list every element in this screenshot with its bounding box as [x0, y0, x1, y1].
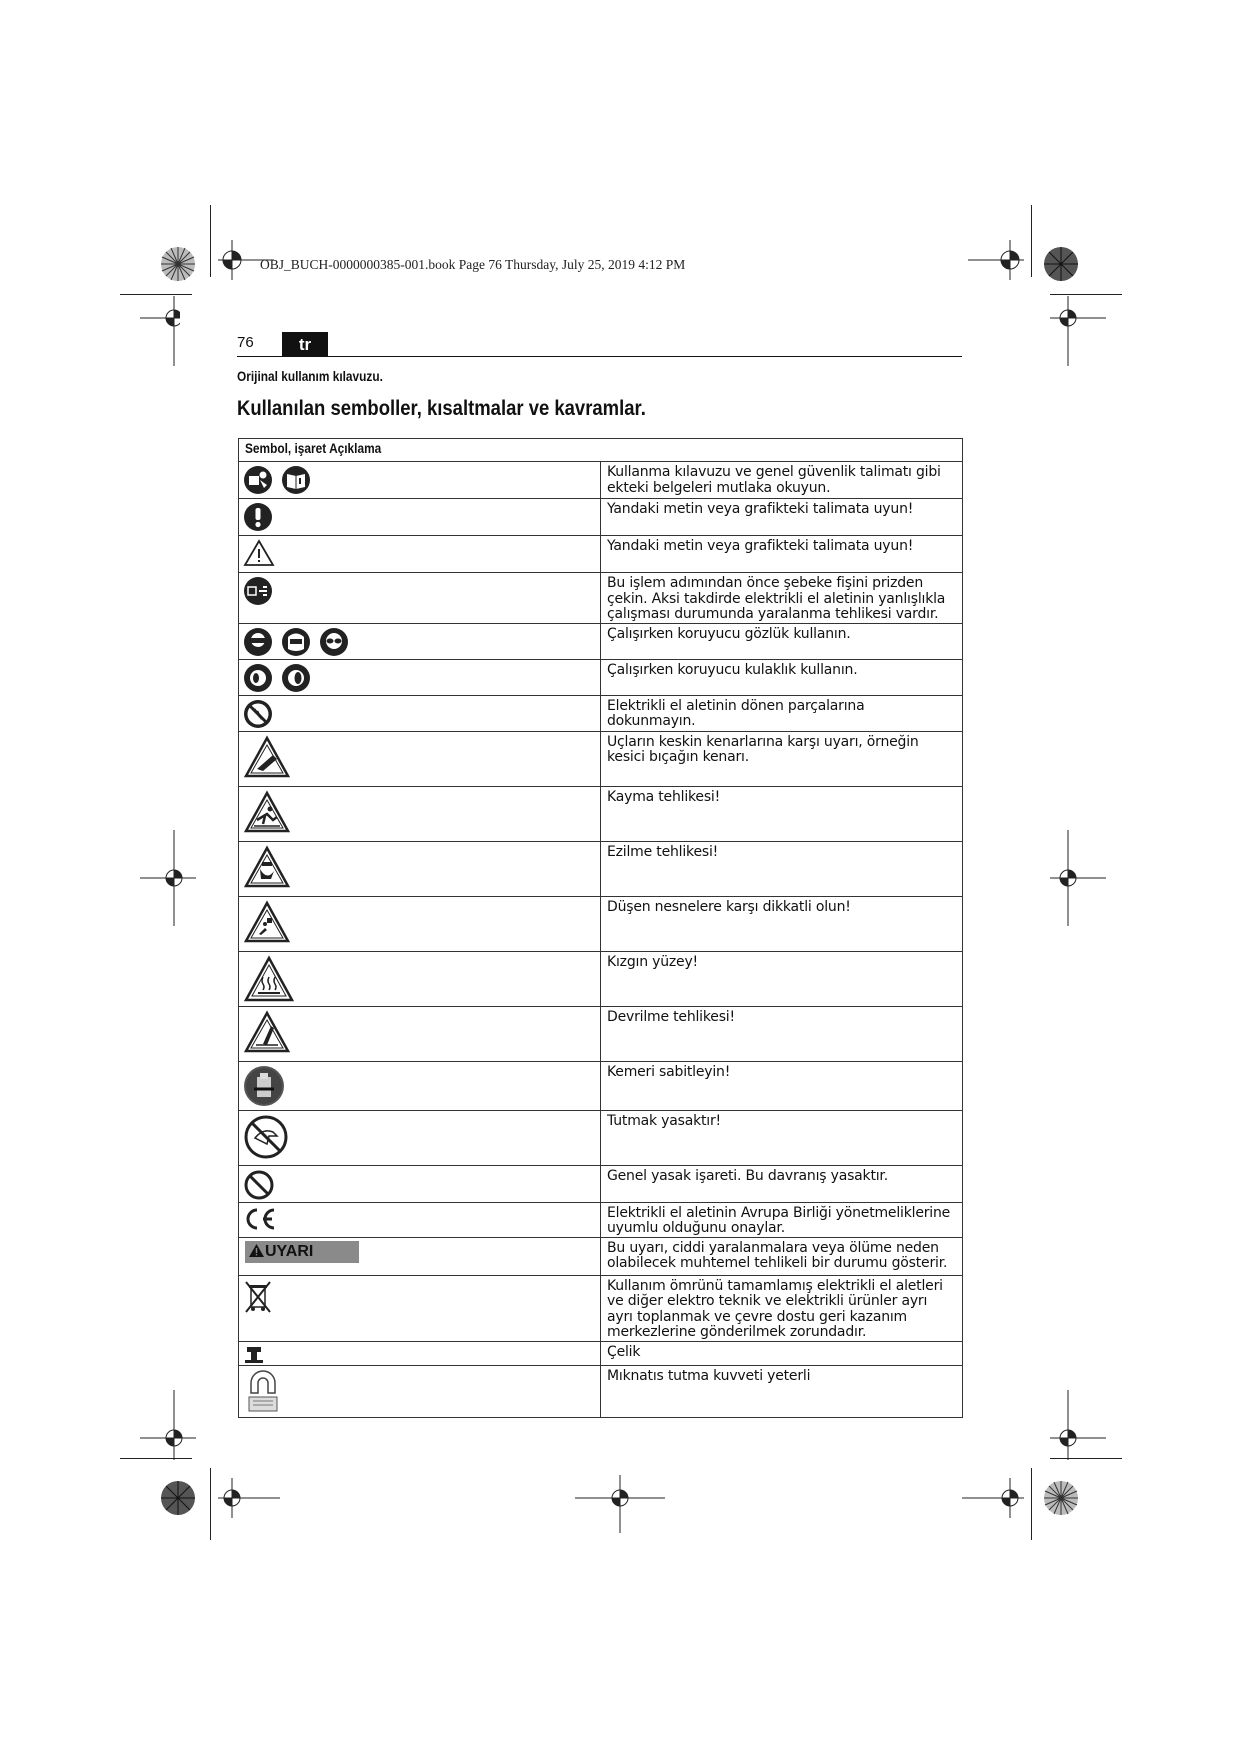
- row-description: Bu işlem adımından önce şebeke fişini prizden çekin. Aksi takdirde elektrikli el aletinin yanlışlıkla çalışması durumunda yaralanma tehlikesi vardır.: [601, 573, 963, 624]
- table-row: [239, 695, 963, 731]
- page-number: 76: [237, 334, 254, 351]
- hot-surface-warning-icon: [243, 955, 295, 1003]
- header-rule: [237, 356, 962, 357]
- print-slug: OBJ_BUCH-0000000385-001.book Page 76 Thursday, July 25, 2019 4:12 PM: [260, 257, 686, 272]
- table-row: [239, 951, 963, 1006]
- color-starburst-mark: [1043, 1480, 1079, 1516]
- row-description: Elektrikli el aletinin dönen parçalarına dokunmayın.: [601, 695, 963, 731]
- warning-triangle-icon: [243, 539, 275, 567]
- row-description: Kemeri sabitleyin!: [601, 1061, 963, 1110]
- color-starburst-mark: [160, 1480, 196, 1516]
- registration-mark: [1050, 1390, 1106, 1460]
- falling-objects-warning-icon: [243, 900, 291, 944]
- warning-triangle-icon: [248, 1243, 265, 1258]
- table-row: [239, 1006, 963, 1061]
- registration-mark: [140, 296, 180, 366]
- registration-mark: [575, 1475, 665, 1535]
- registration-mark: [218, 1478, 280, 1538]
- table-row: [239, 623, 963, 659]
- table-header-row: [239, 439, 963, 462]
- table-row: [239, 786, 963, 841]
- uyari-label-text: UYARI: [265, 1242, 314, 1260]
- weee-bin-icon: [243, 1279, 273, 1315]
- table-row: [239, 896, 963, 951]
- row-description: Elektrikli el aletinin Avrupa Birliği yönetmeliklerine uyumlu olduğunu onaylar.: [601, 1202, 963, 1237]
- row-description: Bu uyarı, ciddi yaralanmalara veya ölüme neden olabilecek muhtemel tehlikeli bir durumu gösterir.: [601, 1237, 963, 1275]
- ear-protection-icon: [243, 663, 273, 693]
- table-row: [239, 841, 963, 896]
- fasten-belt-icon: [243, 1065, 285, 1107]
- table-row: [239, 1110, 963, 1165]
- section-title: Kullanılan semboller, kısaltmalar ve kavramlar.: [237, 397, 646, 420]
- slip-warning-icon: [243, 790, 291, 834]
- language-tab: tr: [282, 332, 328, 357]
- table-row: [239, 731, 963, 786]
- no-touch-rotating-icon: [243, 699, 273, 729]
- symbol-table: [238, 438, 963, 1418]
- table-row: [239, 536, 963, 573]
- registration-mark: [968, 240, 1024, 280]
- row-description: Kayma tehlikesi!: [601, 786, 963, 841]
- table-row: [239, 659, 963, 695]
- row-description: Uçların keskin kenarlarına karşı uyarı, örneğin kesici bıçağın kenarı.: [601, 731, 963, 786]
- ear-muffs-icon: [281, 663, 311, 693]
- safety-goggles-icon: [243, 627, 273, 657]
- registration-mark: [1050, 830, 1106, 926]
- document-subtitle: Orijinal kullanım kılavuzu.: [237, 369, 383, 384]
- color-starburst-mark: [160, 246, 196, 282]
- table-row: [239, 1061, 963, 1110]
- crush-warning-icon: [243, 845, 291, 889]
- goggles-icon: [319, 627, 349, 657]
- row-description: Devrilme tehlikesi!: [601, 1006, 963, 1061]
- prohibition-icon: [243, 1169, 275, 1201]
- table-row: [239, 1202, 963, 1237]
- table-row: [239, 462, 963, 499]
- row-description: Düşen nesnelere karşı dikkatli olun!: [601, 896, 963, 951]
- tipping-warning-icon: [243, 1010, 291, 1054]
- table-row: [239, 573, 963, 624]
- read-manual-icon: [243, 465, 273, 495]
- no-holding-icon: [243, 1114, 289, 1160]
- row-description: Çalışırken koruyucu gözlük kullanın.: [601, 623, 963, 659]
- row-description: Ezilme tehlikesi!: [601, 841, 963, 896]
- registration-mark: [140, 1390, 196, 1460]
- row-description: Yandaki metin veya grafikteki talimata uyun!: [601, 499, 963, 536]
- table-row: [239, 499, 963, 536]
- table-row: [239, 1365, 963, 1417]
- row-description: Kullanma kılavuzu ve genel güvenlik talimatı gibi ekteki belgeleri mutlaka okuyun.: [601, 462, 963, 499]
- row-description: Genel yasak işareti. Bu davranış yasaktır.: [601, 1165, 963, 1202]
- row-description: Çelik: [601, 1341, 963, 1365]
- row-description: Kızgın yüzey!: [601, 951, 963, 1006]
- table-row: [239, 1275, 963, 1341]
- ce-mark-icon: [243, 1206, 279, 1232]
- registration-mark: [140, 830, 196, 926]
- table-row: [239, 1165, 963, 1202]
- color-starburst-mark: [1043, 246, 1079, 282]
- row-description: Çalışırken koruyucu kulaklık kullanın.: [601, 659, 963, 695]
- table-header: Sembol, işaret Açıklama: [245, 441, 382, 456]
- book-info-icon: [281, 465, 311, 495]
- uyari-label: [245, 1241, 359, 1263]
- registration-mark: [962, 1478, 1024, 1538]
- row-description: Yandaki metin veya grafikteki talimata uyun!: [601, 536, 963, 573]
- table-row: [239, 1237, 963, 1275]
- steel-icon: [243, 1345, 265, 1365]
- magnet-hold-icon: [243, 1369, 283, 1415]
- registration-mark: [1050, 296, 1106, 366]
- face-shield-icon: [281, 627, 311, 657]
- unplug-icon: [243, 576, 273, 606]
- exclamation-circle-icon: [243, 502, 273, 532]
- sharp-edge-warning-icon: [243, 735, 291, 779]
- row-description: Mıknatıs tutma kuvveti yeterli: [601, 1365, 963, 1417]
- row-description: Kullanım ömrünü tamamlamış elektrikli el aletleri ve diğer elektro teknik ve elektrikli ürünler ayrı ayrı toplanmak ve çevre dostu geri kazanım merkezlerine gönderilmek zorundadır.: [601, 1275, 963, 1341]
- row-description: Tutmak yasaktır!: [601, 1110, 963, 1165]
- table-row: [239, 1341, 963, 1365]
